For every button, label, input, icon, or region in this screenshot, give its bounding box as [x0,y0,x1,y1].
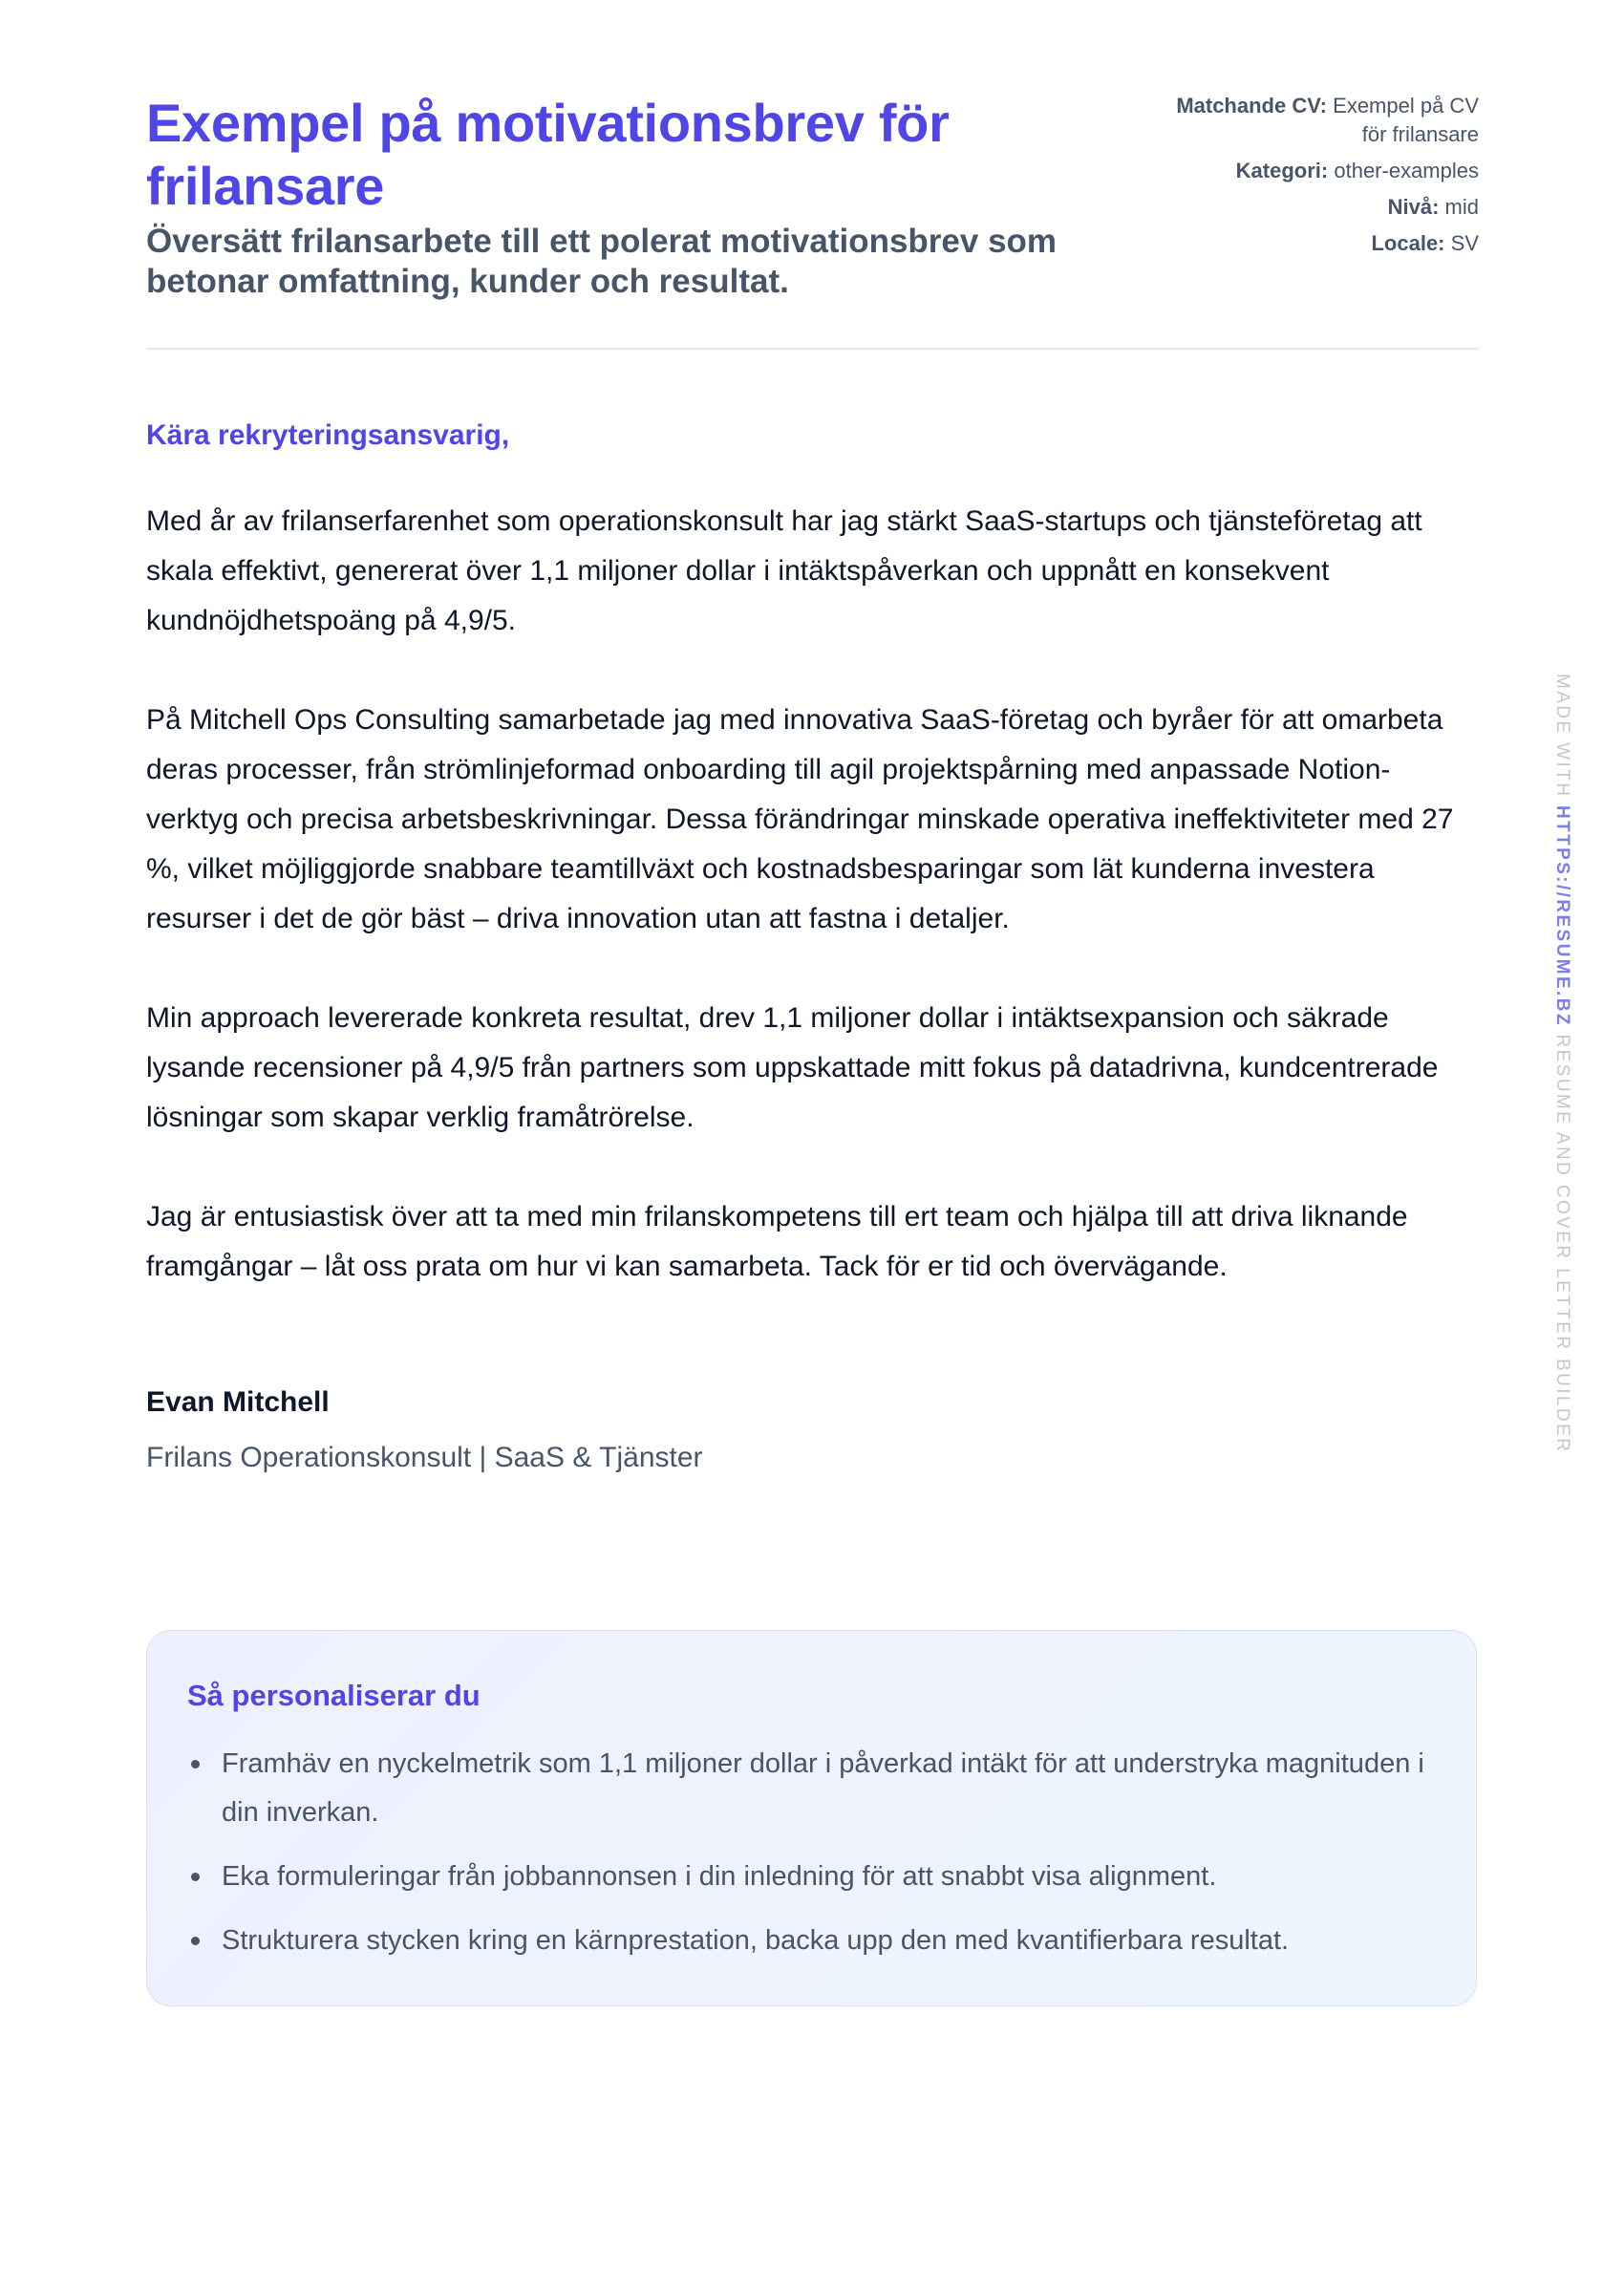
meta-label: Nivå: [1387,195,1440,219]
greeting: Kära rekryteringsansvarig, [146,419,510,451]
meta-locale [1164,229,1479,258]
signature-role: Frilans Operationskonsult | SaaS & Tjänster [146,1442,703,1473]
letter-body [146,350,1479,1477]
tips-item [187,1917,1436,1965]
tips-item [187,1740,1436,1837]
tips-item [187,1853,1436,1901]
signature-name: Evan Mitchell [146,1386,330,1418]
watermark-suffix: RESUME AND COVER LETTER BUILDER [1552,1034,1572,1454]
meta-value: SV [1450,231,1479,255]
title-block [146,92,1121,302]
meta-matching-cv [1164,92,1479,149]
meta-value: Exempel på CV för frilansare [1333,94,1479,146]
meta-category [1164,157,1479,185]
page-header [146,0,1479,350]
letter-paragraph: På Mitchell Ops Consulting samarbetade jag med innovativa SaaS-företag och byråer för att omarbeta deras processer, från strömlinjeformad onboarding till agil projektspårning med anpassade Notion-verktyg och precisa arbetsbeskrivningar. Dessa förändringar minskade operativa ineffektiviteter med 27 %, vilket möjliggjorde snabbare teamtillväxt och kostnadsbesparingar som lät kunderna investera resurser i det de gör bäst – driva innovation utan att fastna i detaljer. [146,704,1454,934]
meta-label: Matchande CV: [1176,94,1328,118]
personalization-tips-box [146,1630,1477,2006]
page-subtitle: Översätt frilansarbete till ett polerat motivationsbrev som betonar omfattning, kunder och resultat. [146,223,1058,300]
page-title: Exempel på motivationsbrev för frilansare [146,93,950,216]
tips-item-text: Strukturera stycken kring en kärnprestation, backa upp den med kvantifierbara resultat. [222,1925,1290,1956]
meta-label: Locale: [1371,231,1445,255]
tips-title: Så personaliserar du [187,1679,481,1712]
cover-letter-page [146,0,1479,1956]
signature-block [146,1383,1479,1477]
watermark-link[interactable]: HTTPS://RESUME.BZ [1552,805,1572,1027]
bullet-icon [191,1937,200,1945]
watermark [1551,674,1572,1453]
watermark-prefix: MADE WITH [1552,674,1572,799]
bullet-icon [191,1873,200,1881]
meta-value: mid [1444,195,1479,219]
meta-label: Kategori: [1235,159,1329,182]
tips-item-text: Framhäv en nyckelmetrik som 1,1 miljoner dollar i påverkad intäkt för att understryka magnituden i din inverkan. [222,1748,1424,1828]
meta-level [1164,193,1479,222]
meta-value: other-examples [1334,159,1479,182]
bullet-icon [191,1760,200,1768]
meta-info [1164,92,1479,266]
letter-paragraph: Min approach levererade konkreta resultat, drev 1,1 miljoner dollar i intäktsexpansion och säkrade lysande recensioner på 4,9/5 från partners som uppskattade mitt fokus på datadrivna, kundcentrerade lösningar som skapar verklig framåtrörelse. [146,1002,1439,1133]
letter-paragraph: Jag är entusiastisk över att ta med min frilanskompetens till ert team och hjälpa till att driva liknande framgångar – låt oss prata om hur vi kan samarbeta. Tack för er tid och övervägande. [146,1201,1408,1282]
letter-paragraph: Med år av frilanserfarenhet som operationskonsult har jag stärkt SaaS-startups och tjänsteföretag att skala effektivt, genererat över 1,1 miljoner dollar i intäktspåverkan och uppnått en konsekvent kundnöjdhetspoäng på 4,9/5. [146,505,1422,636]
tips-item-text: Eka formuleringar från jobbannonsen i din inledning för att snabbt visa alignment. [222,1861,1217,1892]
tips-list [187,1740,1436,1965]
